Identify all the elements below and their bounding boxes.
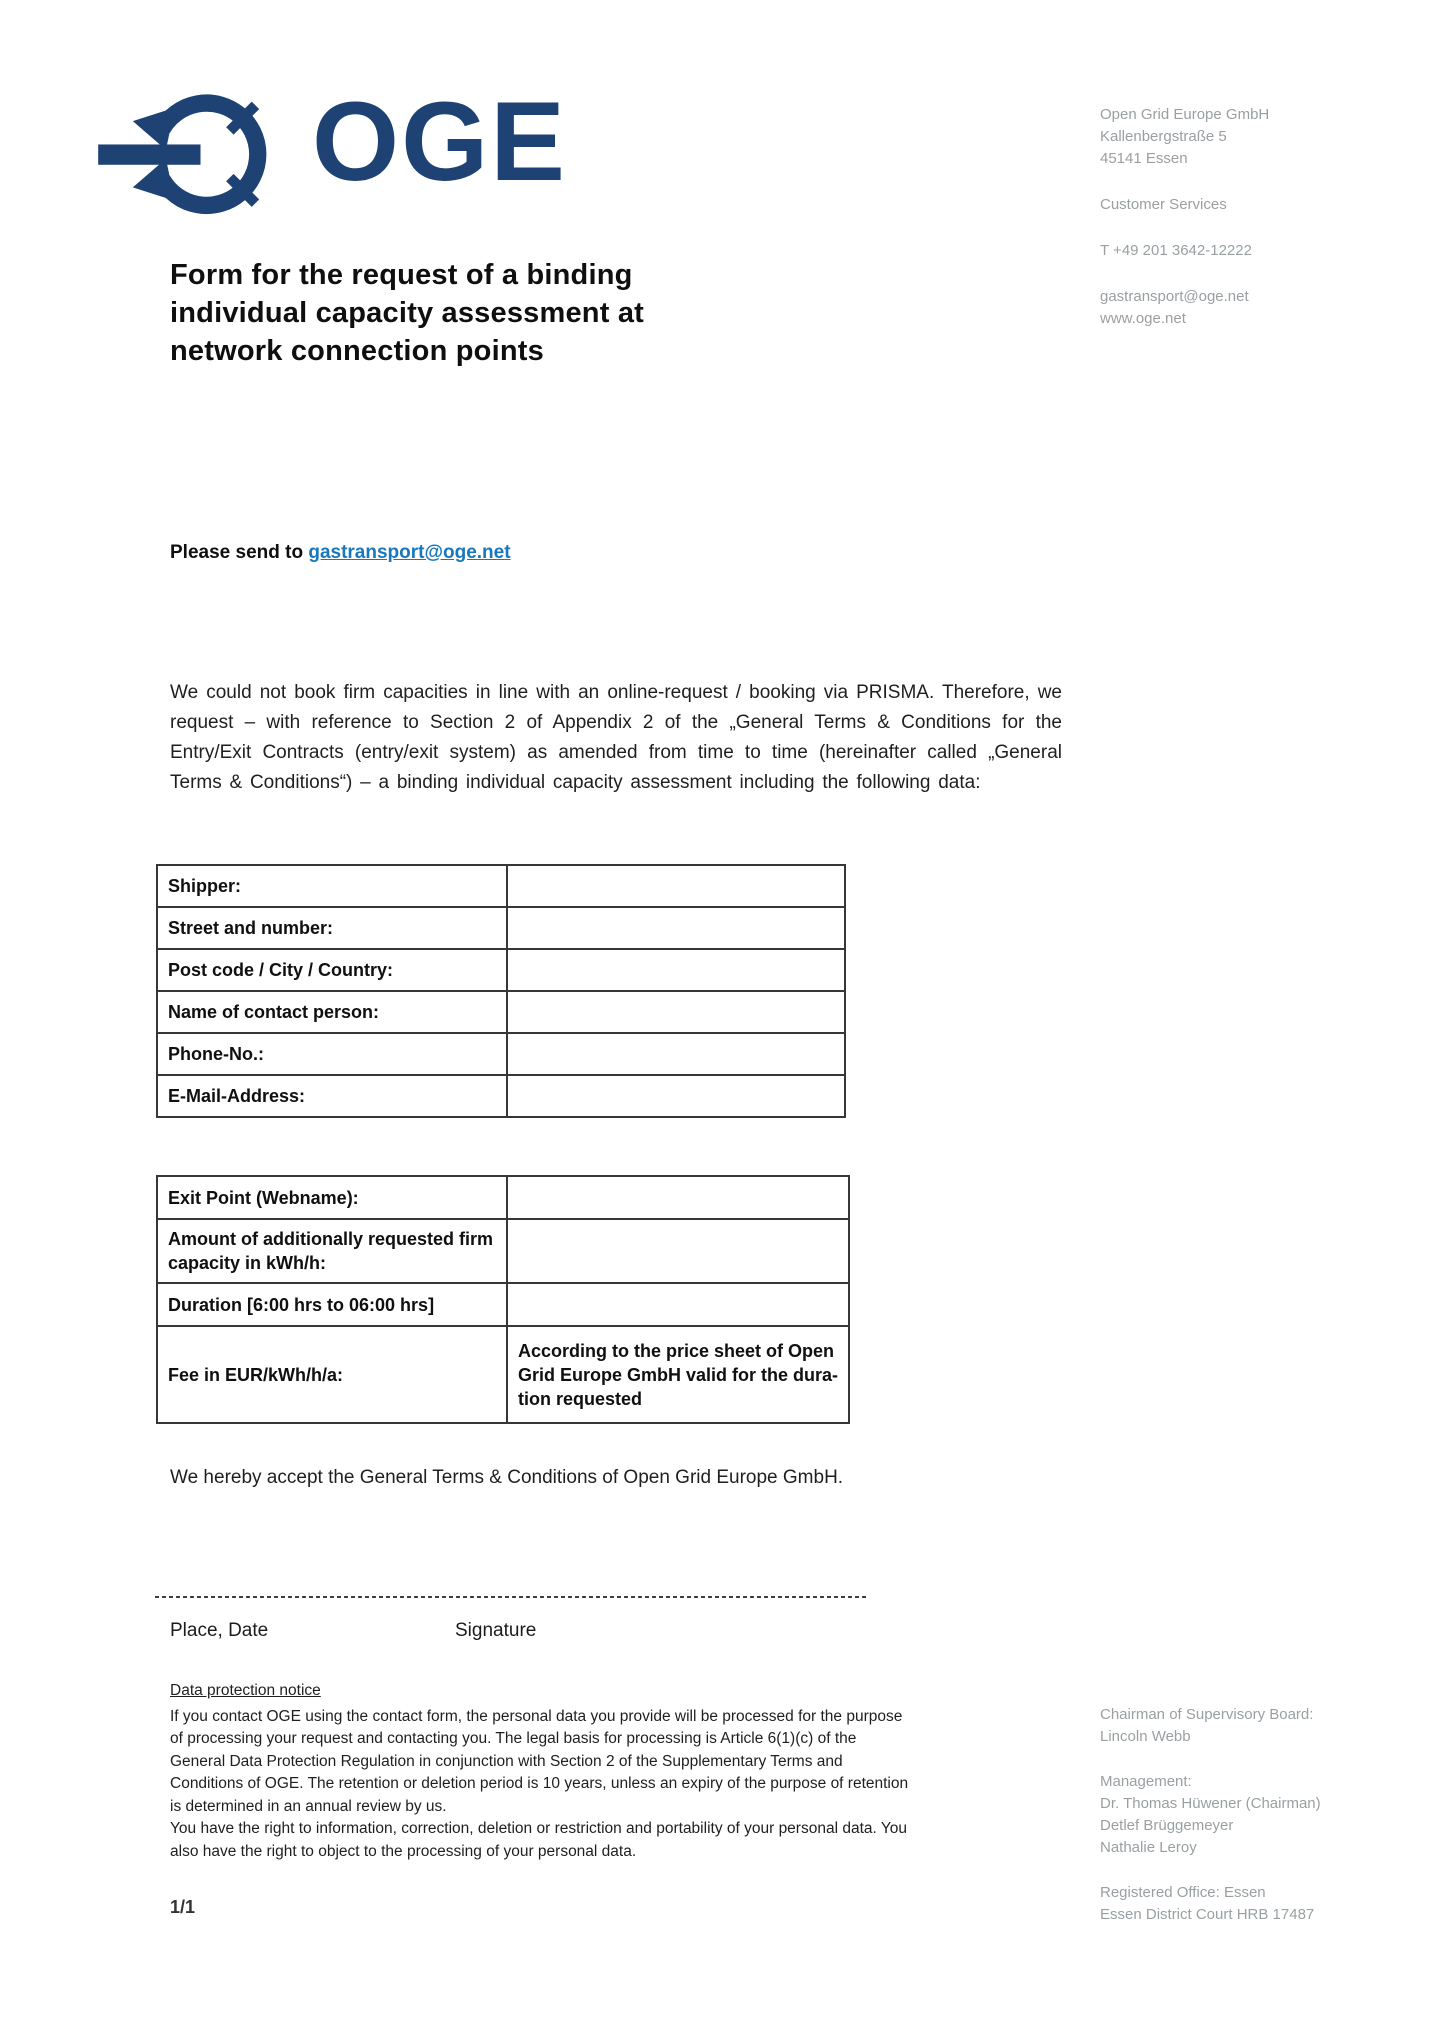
shipper-input-cell[interactable]	[507, 865, 845, 907]
footer-chairman-label: Chairman of Supervisory Board:	[1100, 1706, 1314, 1723]
phone-input-cell[interactable]	[507, 1033, 845, 1075]
footer-registered-office: Registered Office: Essen	[1100, 1884, 1266, 1901]
amount-label-line-2: capacity in kWh/h:	[168, 1253, 327, 1273]
send-to-email-link[interactable]: gastransport@oge.net	[308, 542, 511, 563]
table-row	[157, 1283, 849, 1326]
postcode-input-cell[interactable]	[507, 949, 845, 991]
table-row	[157, 865, 845, 907]
footer-chairman-block	[1100, 1704, 1420, 1748]
letterhead-company: Open Grid Europe GmbH	[1100, 106, 1270, 123]
phone-label-cell: Phone-No.:	[157, 1033, 507, 1075]
table-row	[157, 1219, 849, 1283]
table-row	[157, 1176, 849, 1219]
data-protection-paragraph-2: You have the right to information, correction, deletion or restriction and portability of your personal data. You also have the right to object to the processing of your personal data.	[170, 1820, 907, 1860]
letterhead-email: gastransport@oge.net	[1100, 288, 1249, 305]
letterhead-address-block	[1100, 104, 1400, 170]
send-to-label: Please send to	[170, 542, 309, 563]
street-label-cell: Street and number:	[157, 907, 507, 949]
amount-label-line-1: Amount of additionally requested firm	[168, 1229, 494, 1249]
footer-manager-2: Detlef Brüggemeyer	[1100, 1817, 1234, 1834]
email-input-cell[interactable]	[507, 1075, 845, 1117]
page-title-line-3: network connection points	[170, 335, 544, 367]
letterhead-phone: T +49 201 3642-12222	[1100, 242, 1252, 259]
table-row	[157, 907, 845, 949]
footer-registered-block	[1100, 1882, 1420, 1926]
duration-input-cell[interactable]	[507, 1283, 849, 1326]
table-row	[157, 1033, 845, 1075]
letterhead-department: Customer Services	[1100, 196, 1227, 213]
letterhead-street: Kallenbergstraße 5	[1100, 128, 1227, 145]
fee-value-line-2: Grid Europe GmbH valid for the dura-	[518, 1364, 839, 1385]
logo-text: OGE	[312, 79, 567, 204]
send-to-line	[170, 542, 511, 564]
amount-label-cell	[157, 1219, 507, 1283]
place-date-label: Place, Date	[170, 1620, 269, 1641]
fee-label-cell: Fee in EUR/kWh/h/a:	[157, 1326, 507, 1423]
fee-value-line-1: According to the price sheet of Open	[518, 1340, 835, 1361]
table-row	[157, 1075, 845, 1117]
shipper-table	[156, 864, 846, 1118]
footer-chairman-name: Lincoln Webb	[1100, 1728, 1191, 1745]
letterhead	[1100, 104, 1400, 354]
footer-management-label: Management:	[1100, 1773, 1192, 1790]
intro-paragraph: We could not book firm capacities in line with an online-request / booking via PRISMA. Therefore, we request – with reference to Section 2 of Appendix 2 of the „General Terms & Conditions for the Entry/Exit Contracts (entry/exit system) as amended from time to time (hereinafter called „General Terms & Conditions“) – a binding individual capacity assessment including the following data:	[170, 682, 1062, 793]
oge-logo-icon	[98, 76, 294, 234]
shipper-label-cell: Shipper:	[157, 865, 507, 907]
request-table	[156, 1175, 850, 1424]
page-title	[170, 256, 644, 370]
signature-line	[155, 1596, 867, 1598]
footer-manager-1: Dr. Thomas Hüwener (Chairman)	[1100, 1795, 1321, 1812]
acceptance-statement: We hereby accept the General Terms & Conditions of Open Grid Europe GmbH.	[170, 1467, 844, 1488]
data-protection-heading: Data protection notice	[170, 1682, 321, 1699]
footer-manager-3: Nathalie Leroy	[1100, 1839, 1197, 1856]
footer-court: Essen District Court HRB 17487	[1100, 1906, 1315, 1923]
fee-value-cell	[507, 1326, 849, 1423]
email-label-cell: E-Mail-Address:	[157, 1075, 507, 1117]
duration-label-cell: Duration [6:00 hrs to 06:00 hrs]	[157, 1283, 507, 1326]
table-row	[157, 991, 845, 1033]
fee-value-line-3: tion requested	[518, 1388, 643, 1409]
signature-label: Signature	[455, 1620, 537, 1641]
footer-management-block	[1100, 1771, 1420, 1859]
data-protection-paragraph-1: If you contact OGE using the contact form, the personal data you provide will be processed for the purpose of processing your request and contacting you. The legal basis for processing is Article 6(1)(c) of the General Data Protection Regulation in conjunction with Section 2 of the Supplementary Terms and Conditions of OGE. The retention or deletion period is 10 years, unless an expiry of the purpose of retention is determined in an annual review by us.	[170, 1707, 909, 1815]
postcode-label-cell: Post code / City / Country:	[157, 949, 507, 991]
street-input-cell[interactable]	[507, 907, 845, 949]
page-title-line-1: Form for the request of a binding	[170, 259, 633, 291]
table-row	[157, 1326, 849, 1423]
page-number: 1/1	[170, 1897, 196, 1917]
letterhead-city: 45141 Essen	[1100, 150, 1188, 167]
contact-person-input-cell[interactable]	[507, 991, 845, 1033]
table-row	[157, 949, 845, 991]
exit-point-input-cell[interactable]	[507, 1176, 849, 1219]
letterhead-website: www.oge.net	[1100, 310, 1186, 327]
page-title-line-2: individual capacity assessment at	[170, 297, 645, 329]
exit-point-label-cell: Exit Point (Webname):	[157, 1176, 507, 1219]
amount-input-cell[interactable]	[507, 1219, 849, 1283]
data-protection-notice	[170, 1680, 912, 1863]
footer-company-info	[1100, 1704, 1420, 1949]
contact-person-label-cell: Name of contact person:	[157, 991, 507, 1033]
